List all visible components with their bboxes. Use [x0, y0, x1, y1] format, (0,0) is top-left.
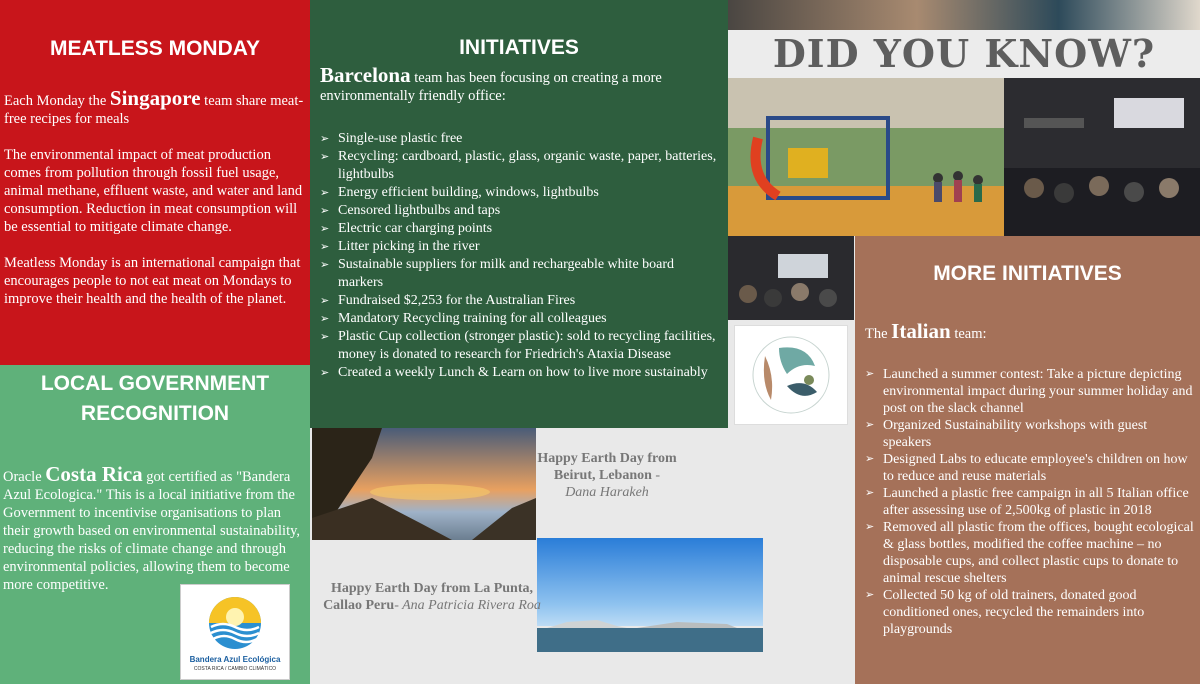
meatless-para-1 — [4, 86, 304, 128]
beirut-caption — [537, 450, 677, 501]
did-you-know-title: DID YOU KNOW? — [772, 31, 1156, 76]
list-item: ➢ Mandatory Recycling training for all colleagues — [320, 310, 722, 328]
text: got certified as "Bandera Azul Ecologica." This is a local initiative from the Government to incentivise organisations to plan their growth based on environmental sustainability, reducing the risks of climate change and through environmental policies, allowing them to become more competitive. — [3, 469, 301, 593]
playground-photo — [728, 78, 1004, 236]
logo-text-1: Bandera Azul Ecológica — [189, 655, 281, 664]
list-item: ➢ Censored lightbulbs and taps — [320, 202, 722, 220]
list-item: ➢ Plastic Cup collection (stronger plastic): sold to recycling facilities, money is donated to research for Friedrich's Ataxia Disease — [320, 328, 722, 364]
meatless-body — [4, 86, 304, 326]
localgov-heading: LOCAL GOVERNMENT RECOGNITION — [40, 372, 270, 425]
caption-author: - Ana Patricia Rivera Roa — [394, 598, 541, 613]
list-item: ➢ Sustainable suppliers for milk and rechargeable white board markers — [320, 256, 722, 292]
list-item: ➢ Electric car charging points — [320, 220, 722, 238]
city-name: Singapore — [109, 86, 201, 110]
local-government-panel — [0, 365, 310, 684]
list-item: ➢ Launched a plastic free campaign in all 5 Italian office after assessing use of 2,500kg of plastic in 2018 — [865, 485, 1198, 519]
list-item: ➢ Removed all plastic from the offices, bought ecological & glass bottles, modified the coffee machine – no disposable cups, and collect plastic cups to donate to animal rescue shelters — [865, 519, 1198, 587]
decorative-banner-strip — [728, 0, 1200, 30]
initiatives-list — [320, 130, 722, 382]
meatless-para-3: Meatless Monday is an international campaign that encourages people to not eat meat on Mondays to improve their health and the health of the planet. — [4, 255, 301, 307]
list-item: ➢ Created a weekly Lunch & Learn on how to live more sustainably — [320, 364, 722, 382]
meatless-para-2: The environmental impact of meat production comes from pollution through fossil fuel usage, animal methane, effluent waste, and water and land consumption. Reduction in meat consumption will be essential to mitigate climate change. — [4, 147, 303, 235]
initiatives-panel — [310, 0, 728, 428]
more-initiatives-panel — [855, 236, 1200, 684]
city-name: Barcelona — [320, 63, 411, 87]
text: team share meat-free recipes for meals — [4, 93, 304, 127]
list-item: ➢ Organized Sustainability workshops with guest speakers — [865, 417, 1198, 451]
text: team has been focusing on creating a more environmentally friendly office: — [320, 70, 662, 104]
list-item: ➢ Fundraised $2,253 for the Australian Fires — [320, 292, 722, 310]
text: The — [865, 326, 892, 342]
peru-sea-photo — [537, 538, 763, 652]
initiatives-intro — [320, 63, 720, 105]
list-item: ➢ Collected 50 kg of old trainers, donated good conditioned ones, recycled the remainders into playgrounds — [865, 587, 1198, 638]
list-item: ➢ Energy efficient building, windows, lightbulbs — [320, 184, 722, 202]
caption-text: Happy Earth Day from Beirut, Lebanon — [537, 451, 677, 483]
localgov-body — [3, 462, 305, 594]
conference-photo-2 — [728, 236, 854, 320]
beirut-sunset-photo — [312, 428, 536, 540]
more-intro — [865, 319, 987, 344]
did-you-know-banner — [728, 30, 1200, 78]
bandera-azul-logo — [180, 584, 290, 680]
list-item: ➢ Designed Labs to educate employee's children on how to reduce and reuse materials — [865, 451, 1198, 485]
text: team: — [950, 326, 987, 342]
country-name: Costa Rica — [45, 462, 143, 486]
meatless-heading: MEATLESS MONDAY — [49, 37, 261, 60]
meatless-monday-panel — [0, 0, 310, 365]
list-item: ➢ Recycling: cardboard, plastic, glass, organic waste, paper, batteries, lightbulbs — [320, 148, 722, 184]
more-initiatives-heading: MORE INITIATIVES — [933, 262, 1122, 285]
peru-caption — [318, 580, 546, 614]
caption-text: Happy Earth Day from La Punta, Callao Peru — [323, 581, 533, 613]
initiatives-heading: INITIATIVES — [459, 36, 579, 59]
list-item: ➢ Single-use plastic free — [320, 130, 722, 148]
list-item: ➢ Litter picking in the river — [320, 238, 722, 256]
more-initiatives-list — [865, 366, 1198, 638]
logo-text-2: COSTA RICA / CAMBIO CLIMÁTICO — [193, 666, 277, 672]
list-item: ➢ Launched a summer contest: Take a picture depicting environmental impact during your summer holiday and post on the slack channel — [865, 366, 1198, 417]
text: Each Monday the — [4, 93, 110, 109]
sustainability-leaf-logo — [734, 325, 848, 425]
team-name: Italian — [891, 319, 951, 343]
conference-photo-1 — [1004, 78, 1200, 236]
text: Oracle — [3, 469, 46, 485]
caption-author: - Dana Harakeh — [565, 468, 661, 500]
